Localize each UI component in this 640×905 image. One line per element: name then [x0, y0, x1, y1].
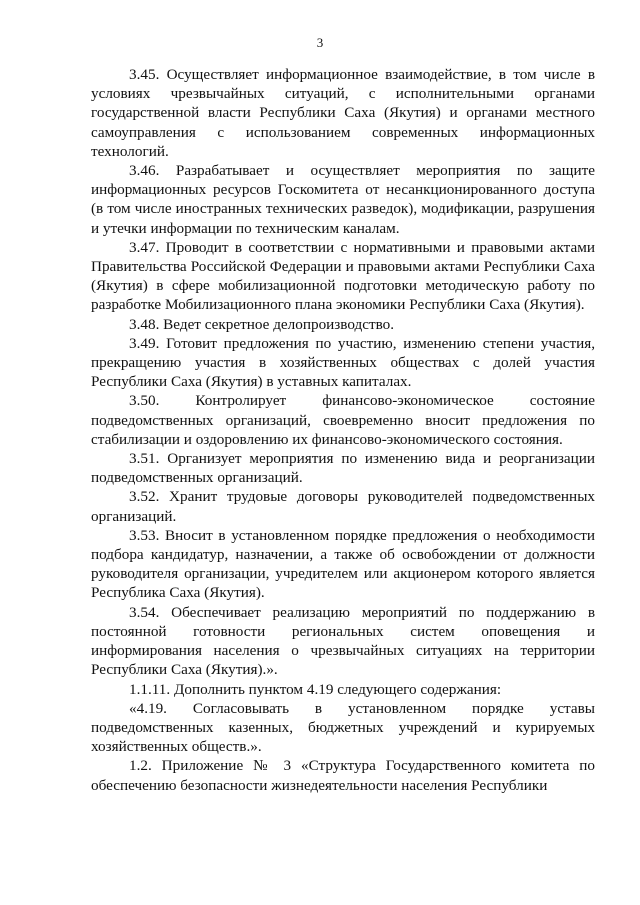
paragraph-3-52: 3.52. Хранит трудовые договоры руководителей подведомственных организаций. [91, 488, 595, 525]
paragraph-3-48: 3.48. Ведет секретное делопроизводство. [129, 315, 395, 333]
paragraph-3-50: 3.50. Контролирует финансово-экономическое состояние подведомственных организаций, своевременно вносит предложения по стабилизации и оздоровлению их финансово-экономического состояния. [91, 392, 595, 448]
paragraph-1-2: 1.2. Приложение № 3 «Структура Государственного комитета по обеспечению безопасности жизнедеятельности населения Республики [91, 757, 595, 794]
paragraph-3-54: 3.54. Обеспечивает реализацию мероприятий по поддержанию в постоянной готовности региональных систем оповещения и информирования населения о чрезвычайных ситуациях на территории Республики Саха (Якутия).». [91, 603, 595, 679]
paragraph-4-19: «4.19. Согласовывать в установленном порядке уставы подведомственных казенных, бюджетных учреждений и курируемых хозяйственных обществ.». [91, 699, 595, 756]
paragraph-3-53: 3.53. Вносит в установленном порядке предложения о необходимости подбора кандидатур, назначении, а также об освобождении от должности руководителя организации, учредителем или акционером которого является Республика Саха (Якутия). [91, 526, 595, 602]
paragraph-3-45: 3.45. Осуществляет информационное взаимодействие, в том числе в условиях чрезвычайных ситуаций, с исполнительными органами государственной власти Республики Саха (Якутия) и органами местного самоуправления с использованием современных информационных технологий. [91, 66, 595, 160]
document-body [91, 65, 595, 795]
paragraph-3-46: 3.46. Разрабатывает и осуществляет мероприятия по защите информационных ресурсов Госкомитета от несанкционированного доступа (в том числе иностранных технических разведок), модификации, разрушения и утечки информации по техническим каналам. [91, 162, 595, 237]
paragraph-1-1-11: 1.1.11. Дополнить пунктом 4.19 следующего содержания: [129, 680, 502, 698]
paragraph-3-49: 3.49. Готовит предложения по участию, изменению степени участия, прекращению участия в хозяйственных обществах с долей участия Республики Саха (Якутия) в уставных капиталах. [91, 334, 595, 391]
paragraph-3-51: 3.51. Организует мероприятия по изменению вида и реорганизации подведомственных организаций. [91, 450, 595, 487]
paragraph-3-47: 3.47. Проводит в соответствии с нормативными и правовыми актами Правительства Российской Федерации и правовыми актами Республики Саха (Якутия) в сфере мобилизационной подготовки методическую работу по разработке Мобилизационного плана экономики Республики Саха (Якутия). [91, 238, 595, 314]
page-number: 3 [316, 35, 324, 50]
